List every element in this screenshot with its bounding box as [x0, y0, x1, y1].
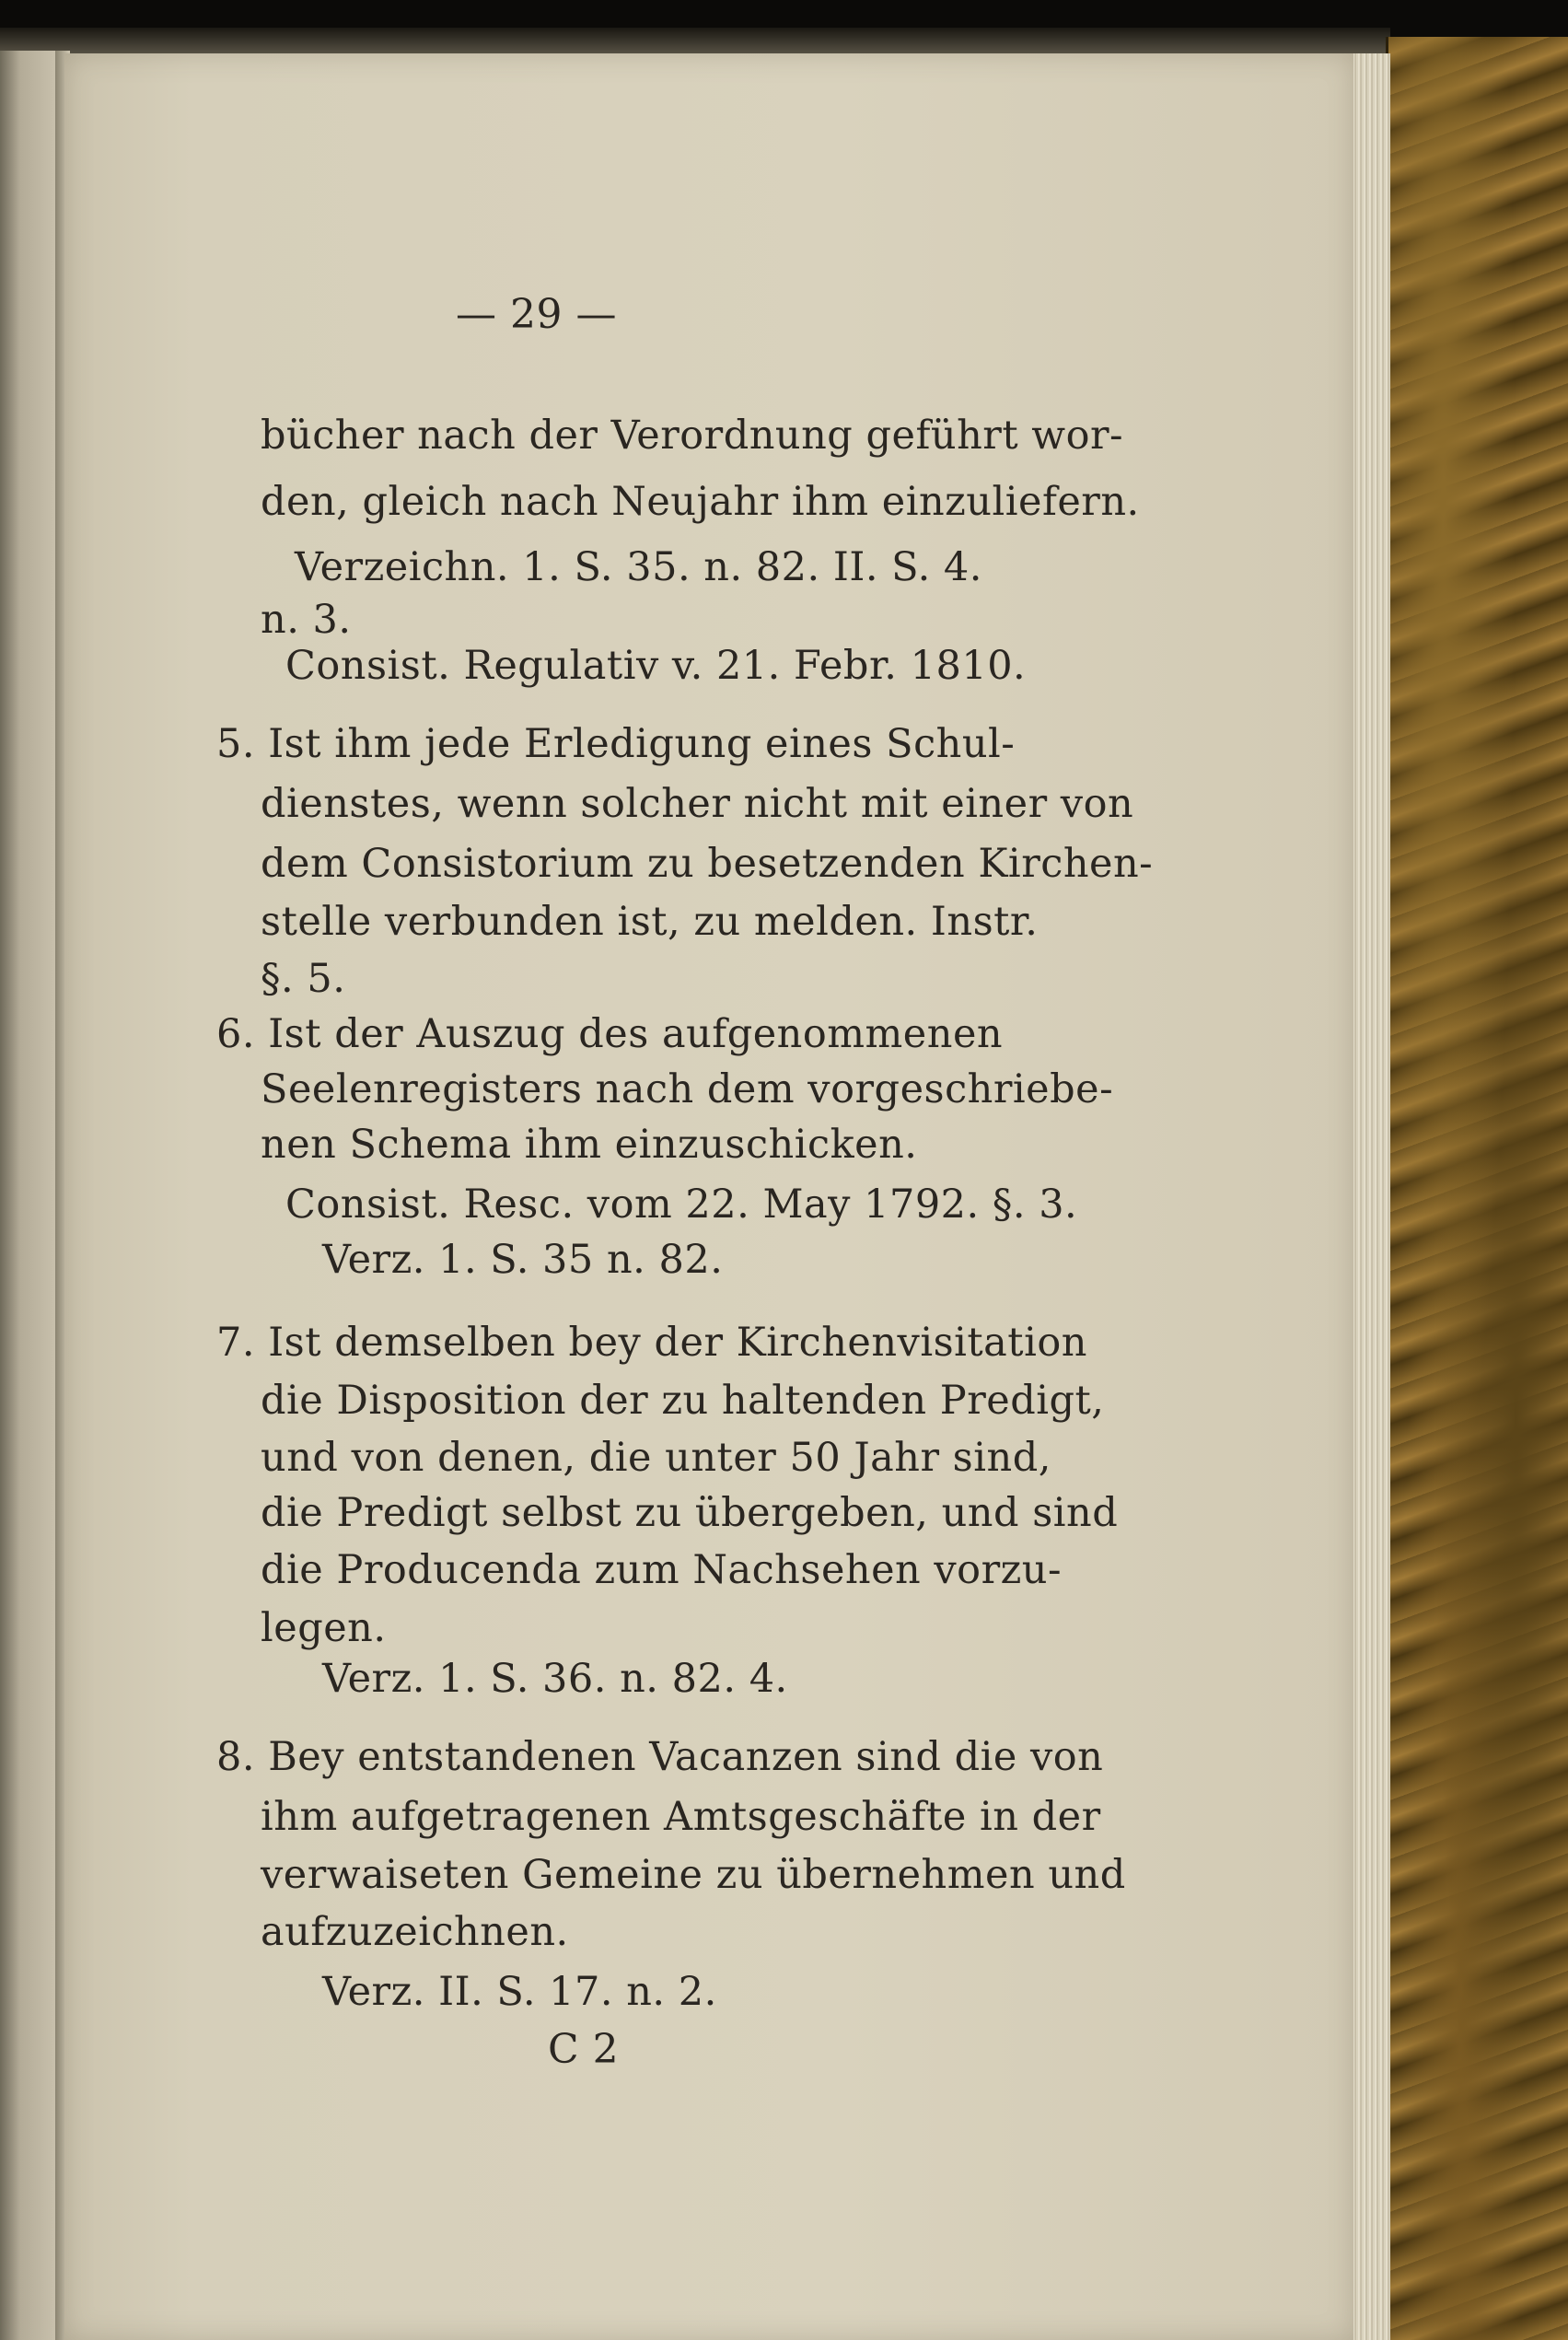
- text-line: verwaiseten Gemeine zu übernehmen und: [261, 1852, 1126, 1898]
- text-line: bücher nach der Verordnung geführt wor-: [261, 413, 1124, 459]
- text-line: Verzeichn. 1. S. 35. n. 82. II. S. 4.: [295, 544, 982, 590]
- text-line: ihm aufgetragenen Amtsgeschäfte in der: [261, 1794, 1101, 1840]
- text-line: Consist. Regulativ v. 21. Febr. 1810.: [285, 643, 1027, 689]
- text-line: nen Schema ihm einzuschicken.: [261, 1122, 918, 1168]
- page-text: [64, 53, 1353, 2340]
- text-line: §. 5.: [261, 956, 346, 1002]
- text-line: Verz. II. S. 17. n. 2.: [322, 1969, 717, 2015]
- text-line: 7. Ist demselben bey der Kirchenvisitation: [216, 1320, 1087, 1366]
- text-line: n. 3.: [261, 597, 352, 643]
- signature-mark: C 2: [548, 2026, 620, 2073]
- text-line: dem Consistorium zu besetzenden Kirchen-: [261, 841, 1154, 887]
- text-line: aufzuzeichnen.: [261, 1909, 569, 1955]
- text-line: dienstes, wenn solcher nicht mit einer von: [261, 781, 1134, 827]
- text-line: 6. Ist der Auszug des aufgenommenen: [216, 1011, 1004, 1057]
- text-line: die Disposition der zu haltenden Predigt,: [261, 1378, 1105, 1424]
- text-line: 8. Bey entstandenen Vacanzen sind die von: [216, 1734, 1104, 1780]
- left-page-edge: [0, 51, 57, 2340]
- text-line: Verz. 1. S. 36. n. 82. 4.: [322, 1656, 788, 1702]
- text-line: die Predigt selbst zu übergeben, und sind: [261, 1490, 1119, 1536]
- text-line: stelle verbunden ist, zu melden. Instr.: [261, 899, 1039, 945]
- text-line: die Producenda zum Nachsehen vorzu-: [261, 1547, 1063, 1593]
- text-line: 5. Ist ihm jede Erledigung eines Schul-: [216, 721, 1016, 767]
- text-line: und von denen, die unter 50 Jahr sind,: [261, 1435, 1051, 1481]
- marbled-cover-board: [1386, 37, 1568, 2340]
- book-page: [64, 53, 1353, 2340]
- text-line: den, gleich nach Neujahr ihm einzuliefern.: [261, 479, 1140, 525]
- text-line: Verz. 1. S. 35 n. 82.: [322, 1237, 724, 1283]
- page-number: — 29 —: [456, 291, 617, 338]
- text-line: legen.: [261, 1605, 387, 1651]
- text-line: Consist. Resc. vom 22. May 1792. §. 3.: [285, 1182, 1078, 1228]
- text-line: Seelenregisters nach dem vorgeschriebe-: [261, 1066, 1114, 1112]
